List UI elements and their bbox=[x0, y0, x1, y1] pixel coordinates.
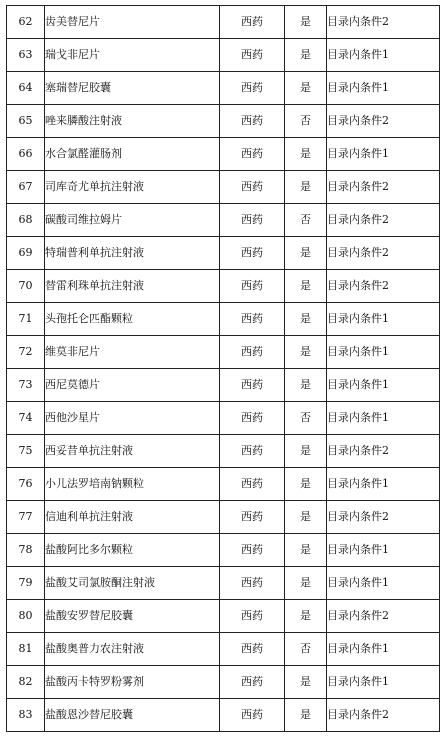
drug-type: 西药 bbox=[220, 171, 285, 204]
table-row bbox=[7, 237, 440, 270]
table-row bbox=[7, 666, 440, 699]
catalog-category: 目录内条件2 bbox=[327, 270, 440, 303]
table-row bbox=[7, 303, 440, 336]
catalog-category: 目录内条件1 bbox=[327, 72, 440, 105]
flag-value: 否 bbox=[285, 105, 327, 138]
drug-type: 西药 bbox=[220, 699, 285, 732]
row-number: 81 bbox=[7, 633, 45, 666]
table-row bbox=[7, 270, 440, 303]
row-number: 74 bbox=[7, 402, 45, 435]
table-row bbox=[7, 633, 440, 666]
flag-value: 是 bbox=[285, 501, 327, 534]
table-row bbox=[7, 468, 440, 501]
table-row bbox=[7, 534, 440, 567]
drug-type: 西药 bbox=[220, 138, 285, 171]
row-number: 73 bbox=[7, 369, 45, 402]
flag-value: 是 bbox=[285, 600, 327, 633]
catalog-category: 目录内条件1 bbox=[327, 468, 440, 501]
drug-type: 西药 bbox=[220, 369, 285, 402]
catalog-category: 目录内条件1 bbox=[327, 633, 440, 666]
catalog-category: 目录内条件2 bbox=[327, 501, 440, 534]
row-number: 70 bbox=[7, 270, 45, 303]
table-row bbox=[7, 435, 440, 468]
catalog-category: 目录内条件2 bbox=[327, 204, 440, 237]
table-row bbox=[7, 105, 440, 138]
drug-name: 司库奇尤单抗注射液 bbox=[45, 171, 220, 204]
flag-value: 是 bbox=[285, 369, 327, 402]
drug-type: 西药 bbox=[220, 6, 285, 39]
catalog-category: 目录内条件1 bbox=[327, 303, 440, 336]
flag-value: 是 bbox=[285, 303, 327, 336]
table-row bbox=[7, 39, 440, 72]
row-number: 68 bbox=[7, 204, 45, 237]
drug-type: 西药 bbox=[220, 534, 285, 567]
table-row bbox=[7, 72, 440, 105]
table-row bbox=[7, 699, 440, 732]
table-body bbox=[7, 6, 440, 732]
drug-type: 西药 bbox=[220, 501, 285, 534]
flag-value: 是 bbox=[285, 468, 327, 501]
row-number: 72 bbox=[7, 336, 45, 369]
drug-name: 水合氯醛灌肠剂 bbox=[45, 138, 220, 171]
row-number: 65 bbox=[7, 105, 45, 138]
drug-name: 信迪利单抗注射液 bbox=[45, 501, 220, 534]
drug-type: 西药 bbox=[220, 600, 285, 633]
flag-value: 是 bbox=[285, 270, 327, 303]
row-number: 66 bbox=[7, 138, 45, 171]
table-row bbox=[7, 204, 440, 237]
flag-value: 是 bbox=[285, 336, 327, 369]
flag-value: 是 bbox=[285, 171, 327, 204]
table-row bbox=[7, 336, 440, 369]
row-number: 83 bbox=[7, 699, 45, 732]
table-row bbox=[7, 138, 440, 171]
drug-name: 西妥昔单抗注射液 bbox=[45, 435, 220, 468]
catalog-category: 目录内条件1 bbox=[327, 666, 440, 699]
catalog-category: 目录内条件1 bbox=[327, 336, 440, 369]
drug-type: 西药 bbox=[220, 105, 285, 138]
row-number: 63 bbox=[7, 39, 45, 72]
drug-type: 西药 bbox=[220, 39, 285, 72]
drug-name: 盐酸阿比多尔颗粒 bbox=[45, 534, 220, 567]
catalog-category: 目录内条件1 bbox=[327, 567, 440, 600]
row-number: 76 bbox=[7, 468, 45, 501]
table-row bbox=[7, 369, 440, 402]
drug-type: 西药 bbox=[220, 204, 285, 237]
catalog-category: 目录内条件1 bbox=[327, 39, 440, 72]
drug-name: 小儿法罗培南钠颗粒 bbox=[45, 468, 220, 501]
drug-name: 碳酸司维拉姆片 bbox=[45, 204, 220, 237]
drug-type: 西药 bbox=[220, 270, 285, 303]
drug-type: 西药 bbox=[220, 303, 285, 336]
table-row bbox=[7, 6, 440, 39]
drug-name: 头孢托仑匹酯颗粒 bbox=[45, 303, 220, 336]
drug-type: 西药 bbox=[220, 72, 285, 105]
drug-name: 特瑞普利单抗注射液 bbox=[45, 237, 220, 270]
catalog-category: 目录内条件2 bbox=[327, 600, 440, 633]
drug-type: 西药 bbox=[220, 237, 285, 270]
drug-name: 替雷利珠单抗注射液 bbox=[45, 270, 220, 303]
table-row bbox=[7, 567, 440, 600]
drug-type: 西药 bbox=[220, 435, 285, 468]
row-number: 77 bbox=[7, 501, 45, 534]
drug-name: 盐酸奥普力农注射液 bbox=[45, 633, 220, 666]
drug-type: 西药 bbox=[220, 633, 285, 666]
catalog-category: 目录内条件2 bbox=[327, 171, 440, 204]
catalog-category: 目录内条件1 bbox=[327, 534, 440, 567]
table-row bbox=[7, 171, 440, 204]
row-number: 78 bbox=[7, 534, 45, 567]
drug-type: 西药 bbox=[220, 336, 285, 369]
row-number: 67 bbox=[7, 171, 45, 204]
catalog-category: 目录内条件2 bbox=[327, 435, 440, 468]
catalog-category: 目录内条件2 bbox=[327, 237, 440, 270]
row-number: 80 bbox=[7, 600, 45, 633]
drug-name: 唑来膦酸注射液 bbox=[45, 105, 220, 138]
flag-value: 否 bbox=[285, 204, 327, 237]
flag-value: 否 bbox=[285, 402, 327, 435]
drug-type: 西药 bbox=[220, 402, 285, 435]
drug-name: 西尼莫德片 bbox=[45, 369, 220, 402]
flag-value: 否 bbox=[285, 633, 327, 666]
flag-value: 是 bbox=[285, 534, 327, 567]
catalog-category: 目录内条件1 bbox=[327, 369, 440, 402]
flag-value: 是 bbox=[285, 435, 327, 468]
row-number: 79 bbox=[7, 567, 45, 600]
catalog-category: 目录内条件1 bbox=[327, 138, 440, 171]
flag-value: 是 bbox=[285, 237, 327, 270]
drug-name: 盐酸恩沙替尼胶囊 bbox=[45, 699, 220, 732]
drug-name: 盐酸安罗替尼胶囊 bbox=[45, 600, 220, 633]
row-number: 64 bbox=[7, 72, 45, 105]
row-number: 62 bbox=[7, 6, 45, 39]
drug-name: 盐酸丙卡特罗粉雾剂 bbox=[45, 666, 220, 699]
drug-table bbox=[6, 5, 440, 732]
flag-value: 是 bbox=[285, 39, 327, 72]
catalog-category: 目录内条件2 bbox=[327, 105, 440, 138]
row-number: 82 bbox=[7, 666, 45, 699]
flag-value: 是 bbox=[285, 138, 327, 171]
flag-value: 是 bbox=[285, 666, 327, 699]
flag-value: 是 bbox=[285, 6, 327, 39]
drug-name: 瑞戈非尼片 bbox=[45, 39, 220, 72]
row-number: 69 bbox=[7, 237, 45, 270]
drug-name: 盐酸艾司氯胺酮注射液 bbox=[45, 567, 220, 600]
flag-value: 是 bbox=[285, 567, 327, 600]
drug-name: 齿美替尼片 bbox=[45, 6, 220, 39]
flag-value: 是 bbox=[285, 699, 327, 732]
table-row bbox=[7, 600, 440, 633]
drug-name: 塞瑞替尼胶囊 bbox=[45, 72, 220, 105]
catalog-category: 目录内条件2 bbox=[327, 6, 440, 39]
drug-name: 西他沙星片 bbox=[45, 402, 220, 435]
drug-type: 西药 bbox=[220, 468, 285, 501]
row-number: 71 bbox=[7, 303, 45, 336]
drug-type: 西药 bbox=[220, 567, 285, 600]
drug-type: 西药 bbox=[220, 666, 285, 699]
catalog-category: 目录内条件1 bbox=[327, 402, 440, 435]
flag-value: 是 bbox=[285, 72, 327, 105]
drug-name: 维莫非尼片 bbox=[45, 336, 220, 369]
table-row bbox=[7, 402, 440, 435]
table-row bbox=[7, 501, 440, 534]
row-number: 75 bbox=[7, 435, 45, 468]
catalog-category: 目录内条件2 bbox=[327, 699, 440, 732]
